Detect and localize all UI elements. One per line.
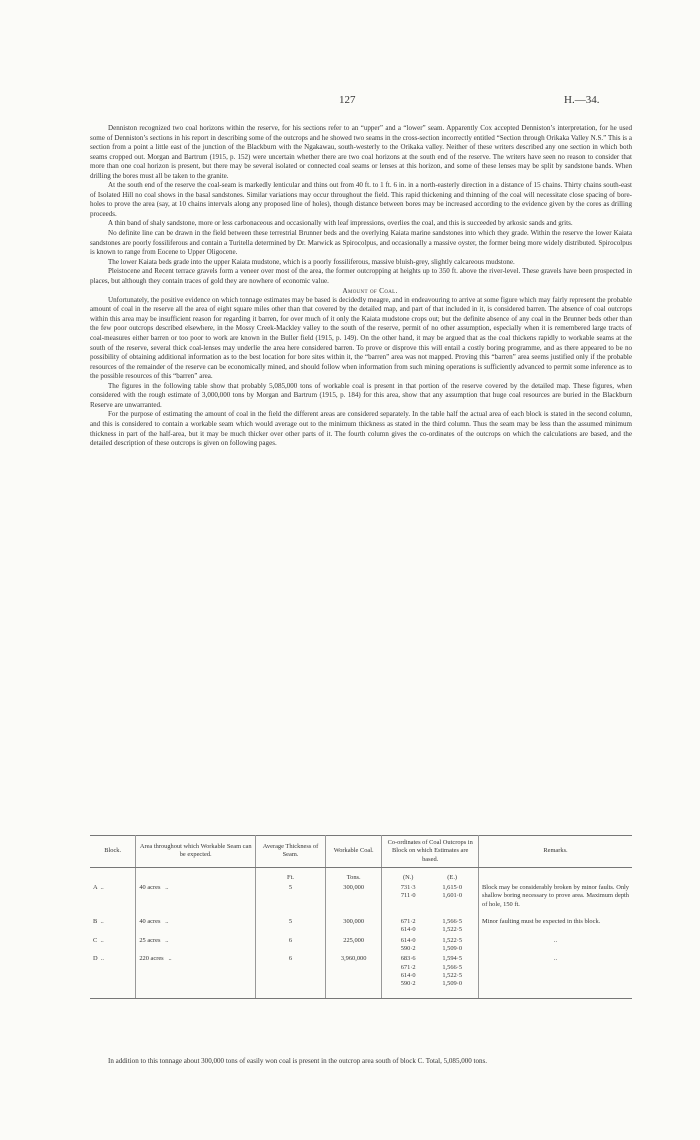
table-row <box>90 910 632 936</box>
header-area: Area throughout which Workable Seam can be expected. <box>136 836 256 868</box>
block-id: A <box>93 884 98 892</box>
thickness-value: 6 <box>256 936 326 955</box>
paragraph: Unfortunately, the positive evidence on which tonnage estimates may be based is decidedly meagre, and in endeavouring to arrive at some figure which may fairly represent the probable amount of coal in the reserve all the area of eight square miles other than that covered by the detailed map, and part of that included in it, is considered barren. The absence of coal outcrops within this area may be insufficient reason for regarding it barren, for over much of it only the Kaiata mudstone crops out; but the definite absence of any coal in the Brunner beds other than the few poor outcrops described elsewhere, in the Mossy Creek-Mackley valley to the south of the reserve, permit of no other assumption, especially when it is remembered large tracts of coal-measures either barren or too poor to work are known in the Buller field (1915, p. 149). On the other hand, it may be argued that as the coal thickens rapidly to workable seams at the south of the reserve, several thick coal-lenses may underlie the area here considered barren. To prove or disprove this will entail a costly boring programme, and as there appeared to be no possibility of obtaining additional information as to the best location for bore sites within it, the “barren” area was not mapped. Proving this “barren” area seems justified only if the probable resources of the remainder of the reserve can be economically mined, and should follow when information from such mining operations is sufficiently advanced to permit some inference as to the possible resources of this “barren” area. <box>90 295 632 381</box>
remarks-value: .. <box>553 936 558 944</box>
table-row <box>90 883 632 910</box>
east-coordinate: 1,566·5 <box>442 963 463 971</box>
header-thickness: Average Thickness of Seam. <box>256 836 326 868</box>
coal-value: 300,000 <box>325 910 381 936</box>
unit-north: (N.) <box>402 873 414 881</box>
leader-dots: .. <box>168 955 172 963</box>
thickness-value: 5 <box>256 883 326 910</box>
north-coordinate: 731·3 <box>400 884 416 892</box>
east-coordinate: 1,509·0 <box>442 944 463 952</box>
paragraph: Pleistocene and Recent terrace gravels form a veneer over most of the area, the former outcropping at heights up to 350 ft. above the river-level. These gravels have been prospected in places, but although they contain traces of gold they are nowhere of economic value. <box>90 267 632 285</box>
leader-dots: .. <box>100 955 105 963</box>
block-id: D <box>93 955 98 963</box>
east-coordinate: 1,522·5 <box>442 936 463 944</box>
block-id: B <box>93 918 98 926</box>
paragraph: No definite line can be drawn in the field between these terrestrial Brunner beds and the overlying Kaiata marine sandstones into which they grade. Within the reserve the lower Kaiata sandstones are poorly fossiliferous and contain a Turitella determined by Dr. Marwick as Spirocolpus, and occasionally a massive oyster, the former being more widely distributed. Spirocolpus is known to range from Eocene to Upper Oligocene. <box>90 229 632 257</box>
thickness-value: 6 <box>256 954 326 999</box>
area-value: 25 acres <box>139 936 161 944</box>
area-value: 220 acres <box>139 955 164 963</box>
section-heading: Amount of Coal. <box>342 286 398 296</box>
paragraph: Denniston recognized two coal horizons within the reserve, for his sections refer to an “upper” and a “lower” seam. Apparently Cox accepted Denniston’s interpretation, for he used some of Denniston’s sections in his report in describing some of the outcrops and he showed two seams in the cross-section incorrectly entitled “Section through Orikaka Valley N.S.” This is a section from a point a little east of the junction of the Blackburn with the Ngakawau, south-westerly to the Orikaka valley. Neither of these writers described any one section in which both seams cropped out. Morgan and Bartrum (1915, p. 152) were uncertain whether there are two coal horizons at the south end of the reserve. The writers have seen no reason to consider that more than one coal horizon is present, but there may be several isolated or connected coal seams or lenses at this horizon, and some of these lenses may be split by sandstone bands. When drilling the bores must all be taken to the granite. <box>90 124 632 180</box>
leader-dots: .. <box>165 936 169 944</box>
north-coordinate: 614·0 <box>400 971 416 979</box>
area-value: 40 acres <box>139 918 161 926</box>
leader-dots: .. <box>165 884 169 892</box>
east-coordinate: 1,522·5 <box>442 926 463 934</box>
paragraph: In addition to this tonnage about 300,000 tons of easily won coal is present in the outcrop area south of block C. Total, 5,085,000 tons. <box>108 1057 488 1065</box>
page-header <box>0 94 700 108</box>
leader-dots: .. <box>165 918 169 926</box>
north-coordinate: 711·0 <box>400 892 416 900</box>
north-coordinate: 590·2 <box>400 980 416 988</box>
header-workable-coal: Workable Coal. <box>325 836 381 868</box>
leader-dots: .. <box>100 918 104 926</box>
remarks-value: Minor faulting must be expected in this block. <box>482 918 601 926</box>
north-coordinate: 614·0 <box>400 936 416 944</box>
unit-tons: Tons. <box>325 867 381 883</box>
coal-tonnage-table <box>90 835 632 999</box>
north-coordinate: 671·2 <box>400 918 416 926</box>
unit-feet: Ft. <box>256 867 326 883</box>
remarks-value: Block may be considerably broken by minor faults. Only shallow boring necessary to prove area. Maximum depth of hole, 150 ft. <box>482 884 629 908</box>
east-coordinate: 1,601·0 <box>442 892 463 900</box>
table-row <box>90 954 632 999</box>
north-coordinate: 671·2 <box>400 963 416 971</box>
coal-value: 300,000 <box>325 883 381 910</box>
table-units-row <box>90 867 632 883</box>
paragraph: The lower Kaiata beds grade into the upper Kaiata mudstone, which is a poorly fossiliferous, massive bluish-grey, slightly calcareous mudstone. <box>108 257 515 266</box>
table-row <box>90 936 632 955</box>
paragraph: At the south end of the reserve the coal-seam is markedly lenticular and thins out from 40 ft. to 1 ft. 6 in. in a north-easterly direction in a distance of 15 chains. Thirty chains south-east of Isolated Hill no coal shows in the basal sandstones. Similar variations may occur throughout the field. This rapid thickening and thinning of the coal will necessitate close spacing of bore-holes to prove the area (say, at 10 chains intervals along any proposed line of holes), though distance between bores may be increased according to the evidence given by the cores as drilling proceeds. <box>90 181 632 218</box>
page-number: 127 <box>339 94 356 106</box>
leader-dots: .. <box>100 936 104 944</box>
table-header-row <box>90 836 632 868</box>
block-id: C <box>93 936 98 944</box>
body-text <box>90 124 632 449</box>
north-coordinate: 683·6 <box>400 955 416 963</box>
remarks-value: .. <box>479 954 632 999</box>
coal-value: 225,000 <box>325 936 381 955</box>
east-coordinate: 1,615·0 <box>442 884 463 892</box>
header-block: Block. <box>90 836 136 868</box>
unit-east: (E.) <box>447 873 458 881</box>
paragraph: A thin band of shaly sandstone, more or less carbonaceous and occasionally with leaf impressions, overlies the coal, and this is succeeded by arkosic sands and grits. <box>108 219 573 228</box>
header-remarks: Remarks. <box>479 836 632 868</box>
area-value: 40 acres <box>139 884 161 892</box>
east-coordinate: 1,509·0 <box>442 980 463 988</box>
closing-text <box>90 1057 632 1067</box>
coal-value: 3,960,000 <box>325 954 381 999</box>
paragraph: The figures in the following table show that probably 5,085,000 tons of workable coal is present in that portion of the reserve covered by the detailed map. These figures, when considered with the rough estimate of 3,000,000 tons by Morgan and Bartrum (1915, p. 184) for this area, show that any assumption that huge coal resources are buried in the Blackburn Reserve are unwarranted. <box>90 381 632 409</box>
east-coordinate: 1,522·5 <box>442 971 463 979</box>
leader-dots: .. <box>100 884 104 892</box>
thickness-value: 5 <box>256 910 326 936</box>
header-coordinates: Co-ordinates of Coal Outcrops in Block on which Estimates are based. <box>382 836 479 868</box>
north-coordinate: 590·2 <box>400 944 416 952</box>
east-coordinate: 1,594·5 <box>442 955 463 963</box>
east-coordinate: 1,566·5 <box>442 918 463 926</box>
document-reference: H.—34. <box>564 94 600 106</box>
north-coordinate: 614·0 <box>400 926 416 934</box>
paragraph: For the purpose of estimating the amount of coal in the field the different areas are considered separately. In the table half the actual area of each block is stated in the second column, and this is considered to contain a workable seam which would average out to the minimum thickness as stated in the third column. Thus the seam may be less than the assumed minimum thickness in part of the half-area, but it may be much thicker over other parts of it. The fourth column gives the co-ordinates of the outcrops on which the calculations are based, and the detailed description of these outcrops is given on following pages. <box>90 410 632 448</box>
